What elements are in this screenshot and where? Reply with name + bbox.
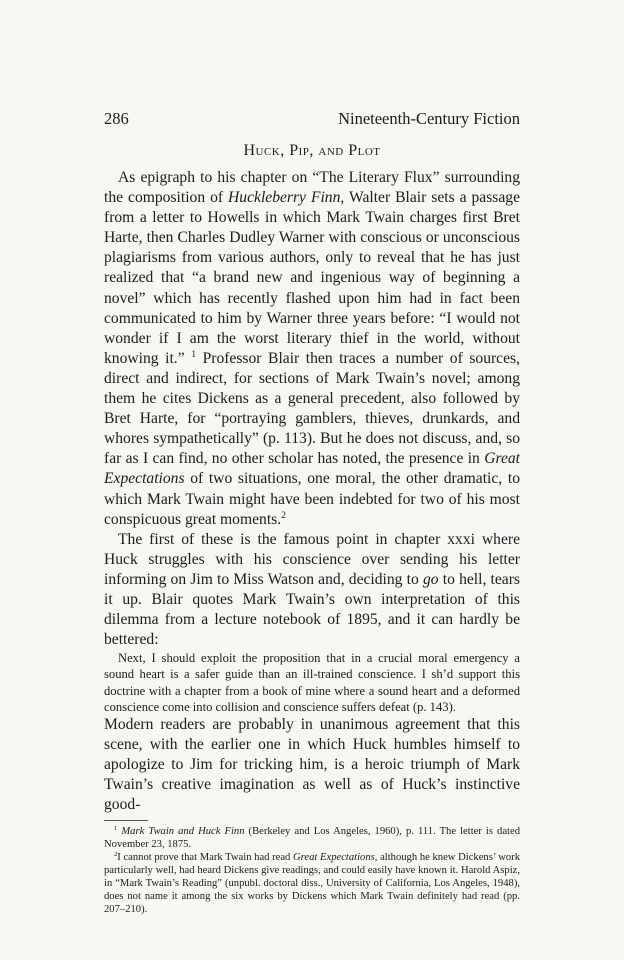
footnote-number: 2 <box>114 850 118 858</box>
book-title: Mark Twain and Huck Finn <box>121 825 245 837</box>
footnote-1: $^1$ Mark Twain and Huck Finn (Berkeley and Los Angeles, 1960), p. 111. The letter is dated November 23, 1875. <box>104 824 520 850</box>
paragraph-2: The first of these is the famous point in chapter xxxi where Huck struggles with his conscience over sending his letter informing on Jim to Miss Watson and, deciding to go to hell, tears it up. Blair quotes Mark Twain’s own interpretation of this dilemma from a lecture notebook of 1895, and it can hardly be bettered: <box>104 530 520 649</box>
emphasis: go <box>422 570 439 588</box>
footnote-rule <box>104 820 148 821</box>
book-title: Great Expectations <box>293 851 375 863</box>
article-body <box>104 168 520 916</box>
block-quote: Next, I should exploit the proposition that in a crucial moral emergency a sound heart is a safer guide than an ill-trained conscience. I sh’d support this doctrine with a chapter from a book of mine where a sound heart and a deformed conscience come into collision and conscience suffers defeat (p. 143). <box>104 651 520 714</box>
paragraph-1: As epigraph to his chapter on “The Literary Flux” surrounding the composition of Huckleberry Finn, Walter Blair sets a passage from a letter to Howells in which Mark Twain charges first Bret Harte, then Charles Dudley Warner with conscious or unconscious plagiarisms from various authors, only to reveal that he has just realized that “a brand new and ingenious way of beginning a novel” which has recently flashed upon him had in fact been communicated to him by Warner three years before: “I would not wonder if I am the worst literary thief in the world, without knowing it.” $^1$ Professor Blair then traces a number of sources, direct and indirect, for sections of Mark Twain’s novel; among them he cites Dickens as a general precedent, also followed by Bret Harte, for “portraying gamblers, thieves, drunkards, and whores sympathetically” (p. 113). But he does not discuss, and, so far as I can find, no other scholar has noted, the presence in Great Expectations of two situations, one moral, the other dramatic, to which Mark Twain might have been indebted for two of his most conspicuous great moments.$^2$ <box>104 169 521 528</box>
footnote-2: $^2$I cannot prove that Mark Twain had read Great Expectations, although he knew Dickens’ work particularly well, had heard Dickens give readings, and could easily have known it. Harold Aspiz, in “Mark Twain’s Reading” (unpubl. doctoral diss., University of California, Los Angeles, 1948), does not name it among the six works by Dickens which Mark Twain definitely had read (pp. 207–210). <box>104 850 520 915</box>
running-header <box>104 108 520 130</box>
footnote-number: 1 <box>114 824 118 832</box>
running-title: Nineteenth-Century Fiction <box>338 109 520 128</box>
book-title: Huckleberry Finn <box>228 189 341 207</box>
footnotes <box>104 820 520 916</box>
page-number: 286 <box>104 109 129 128</box>
book-title: Great Expectations <box>104 450 520 488</box>
footnote-ref: 1 <box>191 349 197 361</box>
footnote-ref: 2 <box>281 509 286 521</box>
article-title: Huck, Pip, and Plot <box>243 142 381 159</box>
paragraph-3: Modern readers are probably in unanimous agreement that this scene, with the earlier one in which Huck humbles himself to apologize to Jim for tricking him, is a heroic triumph of Mark Twain’s creative imagination as well as of Huck’s instinctive good- <box>104 716 520 814</box>
